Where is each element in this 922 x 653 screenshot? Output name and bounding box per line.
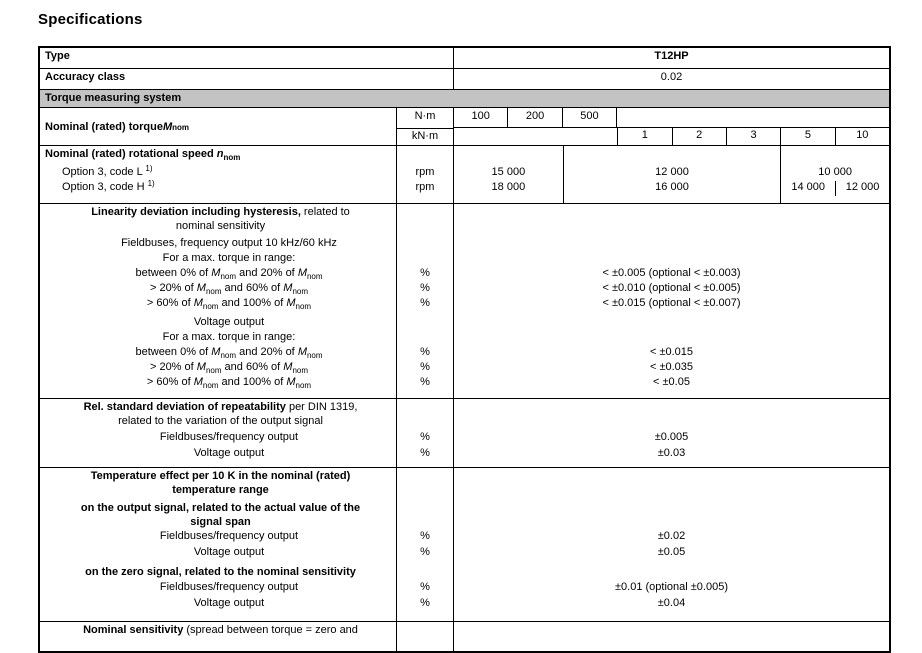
value-cell: 14 000 xyxy=(791,181,826,193)
label-line: Nominal (rated) rotational speed $n_{nom}$ xyxy=(45,148,241,162)
unit-line: % xyxy=(420,447,430,459)
label-line: Voltage output xyxy=(193,597,265,609)
value-line xyxy=(454,415,889,429)
value-line xyxy=(454,401,889,415)
value-cell: 12 000 xyxy=(655,166,689,178)
unit-line: % xyxy=(420,282,430,294)
value-area xyxy=(453,108,889,145)
label-line: Fieldbuses, frequency output 10 kHz/60 kHz xyxy=(121,237,337,249)
unit-line xyxy=(397,206,453,220)
value-line xyxy=(454,252,889,267)
value-line xyxy=(454,566,889,581)
label-line: Rel. standard deviation of repeatability per DIN 1319, xyxy=(83,401,358,413)
value-area xyxy=(453,146,889,203)
value-line xyxy=(454,220,889,234)
label-line: For a max. torque in range: xyxy=(162,331,296,343)
value-line xyxy=(454,470,889,484)
label-line: nominal sensitivity xyxy=(175,220,266,232)
value-line: ±0.005 xyxy=(654,431,689,443)
unit-cell: N·m xyxy=(414,110,436,122)
unit-line xyxy=(397,401,453,415)
unit-line: % xyxy=(420,376,430,388)
torque-row-nm xyxy=(454,108,889,128)
unit-col-lines xyxy=(396,204,453,398)
value-cell xyxy=(564,148,781,166)
spec-table xyxy=(38,46,891,653)
unit-line xyxy=(397,252,453,267)
label-line: Temperature effect per 10 K in the nominal (rated) xyxy=(90,470,351,482)
label-line: Fieldbuses/frequency output xyxy=(159,530,299,542)
label-line: Voltage output xyxy=(193,447,265,459)
label-line: related to the variation of the output signal xyxy=(118,415,323,427)
unit-line: % xyxy=(420,546,430,558)
label-col xyxy=(40,204,396,398)
unit-col-lines xyxy=(396,468,453,621)
section-row xyxy=(40,204,889,398)
section-row xyxy=(40,622,889,651)
label-line: > 20% of $M_{nom}$ and 60% of $M_{nom}$ xyxy=(149,361,309,375)
row-label xyxy=(40,146,396,203)
unit-line: % xyxy=(420,431,430,443)
unit-column xyxy=(396,108,453,145)
value-line: ±0.04 xyxy=(657,597,686,609)
value-cell-empty xyxy=(454,128,617,145)
value-cell xyxy=(454,148,563,166)
value-line xyxy=(454,237,889,252)
value-line: < ±0.035 xyxy=(649,361,694,373)
value-line: < ±0.010 (optional < ±0.005) xyxy=(602,282,741,294)
unit-line: % xyxy=(420,597,430,609)
value-col-lines xyxy=(453,204,889,398)
label-line: > 60% of $M_{nom}$ and 100% of $M_{nom}$ xyxy=(146,376,312,390)
value-cell: 15 000 xyxy=(491,166,526,178)
label-col xyxy=(40,622,396,651)
value-span xyxy=(563,146,781,203)
label-line: For a max. torque in range: xyxy=(162,252,296,264)
label-line: > 20% of $M_{nom}$ and 60% of $M_{nom}$ xyxy=(149,282,309,296)
row-label: Nominal (rated) torque M nom xyxy=(45,121,190,133)
label-line: Linearity deviation including hysteresis, related to xyxy=(91,206,350,218)
label-line: > 60% of $M_{nom}$ and 100% of $M_{nom}$ xyxy=(146,297,312,311)
row-label: Accuracy class xyxy=(45,71,126,83)
unit-line xyxy=(397,470,453,484)
value-line xyxy=(454,624,889,638)
unit-line xyxy=(397,220,453,234)
value-line xyxy=(454,484,889,498)
unit-cell: rpm xyxy=(415,166,435,178)
unit-line xyxy=(397,331,453,346)
value-col-lines xyxy=(453,399,889,467)
linearity-section xyxy=(40,203,889,398)
label-line: Nominal sensitivity (spread between torque = zero and xyxy=(83,624,358,636)
value-line: ±0.02 xyxy=(657,530,686,542)
unit-line: % xyxy=(420,361,430,373)
value-span xyxy=(454,146,563,203)
value-line xyxy=(454,331,889,346)
label-line: Fieldbuses/frequency output xyxy=(159,581,299,593)
temperature-section xyxy=(40,467,889,621)
value-line: ±0.03 xyxy=(657,447,686,459)
spec-row-speed xyxy=(40,145,889,203)
value-cell: 1 xyxy=(617,128,671,145)
label-line: Option 3, code H $^{1)}$ xyxy=(62,179,155,193)
row-value: 0.02 xyxy=(453,69,889,89)
value-cell: 12 000 xyxy=(835,181,889,196)
label-line: Option 3, code L $^{1)}$ xyxy=(62,164,153,178)
unit-line: % xyxy=(420,530,430,542)
section-row xyxy=(40,399,889,467)
unit-col-lines xyxy=(396,399,453,467)
unit-line xyxy=(397,316,453,331)
unit-line: % xyxy=(420,346,430,358)
label-line: Voltage output xyxy=(193,316,265,328)
value-cell: 10 000 xyxy=(818,166,852,178)
value-cell: 10 xyxy=(835,128,889,145)
label-line: on the zero signal, related to the nominal sensitivity xyxy=(85,566,356,578)
unit-line xyxy=(397,566,453,581)
value-line: ±0.01 (optional ±0.005) xyxy=(615,581,728,593)
label-line: Fieldbuses/frequency output xyxy=(159,431,299,443)
row-value: T12HP xyxy=(453,48,889,68)
value-line xyxy=(454,316,889,331)
value-line: < ±0.005 (optional < ±0.003) xyxy=(602,267,741,279)
spec-row-torque xyxy=(40,107,889,145)
label-line: on the output signal, related to the actual value of the xyxy=(80,502,361,514)
unit-column xyxy=(396,146,453,203)
value-cell: 200 xyxy=(508,108,562,127)
value-line: < ±0.015 (optional < ±0.007) xyxy=(602,297,741,309)
unit-line xyxy=(397,237,453,252)
unit-cell xyxy=(397,148,453,166)
unit-line xyxy=(397,624,453,638)
repeatability-section xyxy=(40,398,889,467)
unit-cell: kN·m xyxy=(397,128,453,145)
label-line: between 0% of $M_{nom}$ and 20% of $M_{nom}$ xyxy=(135,346,323,360)
section-row xyxy=(40,468,889,621)
row-label: Type xyxy=(45,50,70,62)
value-cell xyxy=(781,148,889,166)
value-cell: 100 xyxy=(454,108,508,127)
unit-line: % xyxy=(420,297,430,309)
value-col-lines xyxy=(453,622,889,651)
unit-line: % xyxy=(420,267,430,279)
value-cell: 16 000 xyxy=(655,181,689,193)
label-col xyxy=(40,399,396,467)
torque-row-knm xyxy=(454,128,889,145)
spec-row-kv xyxy=(40,48,889,68)
value-span xyxy=(780,146,889,203)
value-cell: 5 xyxy=(780,128,834,145)
spec-row-kv xyxy=(40,68,889,89)
label-line: between 0% of $M_{nom}$ and 20% of $M_{nom}$ xyxy=(135,267,323,281)
unit-line xyxy=(397,516,453,530)
label-line: Voltage output xyxy=(193,546,265,558)
value-line xyxy=(454,206,889,220)
band-label: Torque measuring system xyxy=(45,92,182,104)
value-cell: 500 xyxy=(563,108,617,127)
value-line xyxy=(454,502,889,516)
value-cell: 2 xyxy=(672,128,726,145)
value-line: ±0.05 xyxy=(657,546,686,558)
value-cell: 18 000 xyxy=(491,181,526,193)
label-line: signal span xyxy=(190,516,251,528)
spec-row-band xyxy=(40,89,889,107)
unit-line: % xyxy=(420,581,430,593)
value-col-lines xyxy=(453,468,889,621)
nominal-sensitivity-section xyxy=(40,621,889,651)
value-line: < ±0.015 xyxy=(649,346,694,358)
unit-line xyxy=(397,484,453,498)
page-title: Specifications xyxy=(38,11,143,28)
label-col xyxy=(40,468,396,621)
unit-line xyxy=(397,502,453,516)
unit-line xyxy=(397,415,453,429)
label-line: temperature range xyxy=(172,484,269,496)
value-split-line xyxy=(781,181,889,196)
value-line xyxy=(454,516,889,530)
value-line: < ±0.05 xyxy=(653,376,690,388)
value-cell: 3 xyxy=(726,128,780,145)
unit-col-lines xyxy=(396,622,453,651)
unit-cell: rpm xyxy=(415,181,435,193)
